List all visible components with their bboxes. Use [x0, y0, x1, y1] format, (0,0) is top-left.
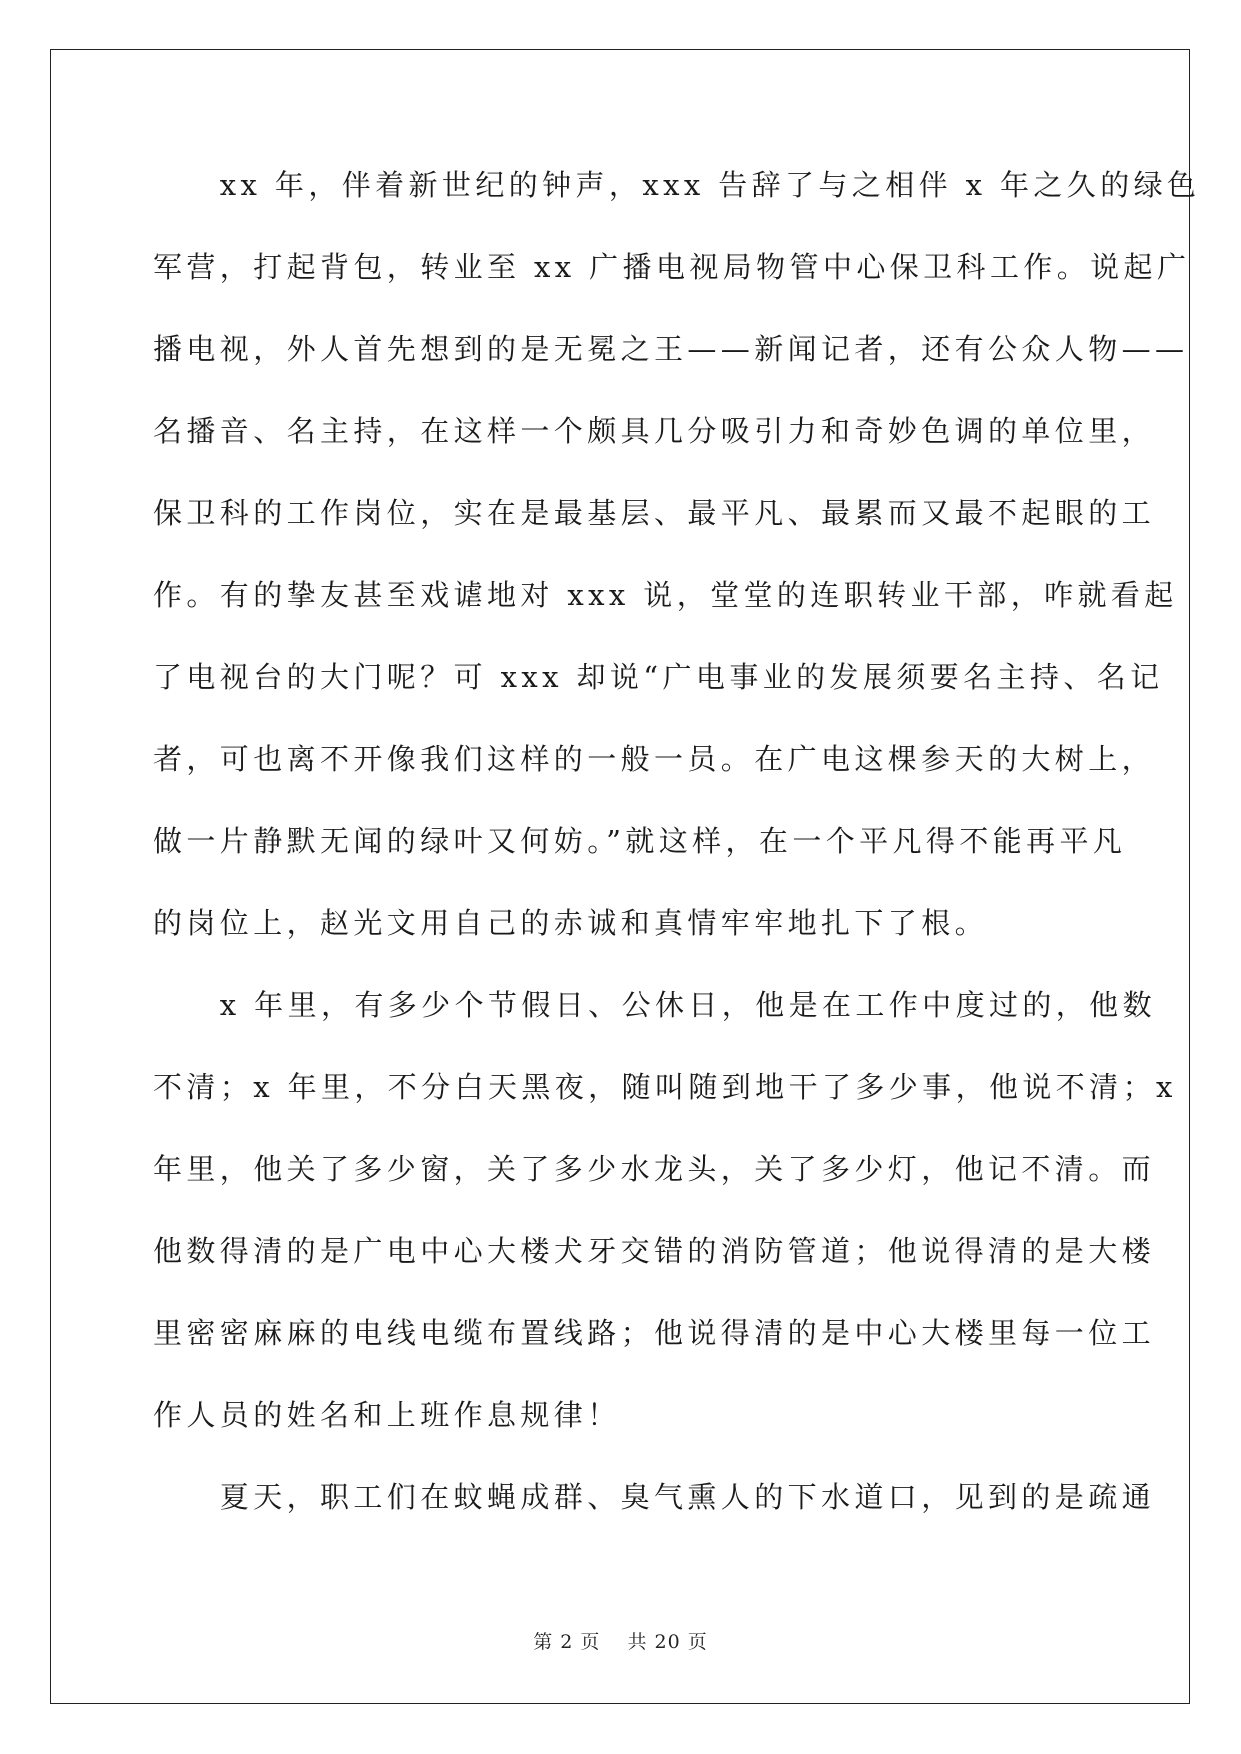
- text-line: 年里，他关了多少窗，关了多少水龙头，关了多少灯，他记不清。而: [153, 1152, 1156, 1186]
- text-line: 的岗位上，赵光文用自己的赤诚和真情牢牢地扎下了根。: [153, 906, 989, 940]
- document-body: [153, 165, 1201, 1559]
- page-number-footer: 第 2 页 共 20 页: [533, 1631, 708, 1653]
- paragraph-2: [153, 985, 1177, 1436]
- text-line: 了电视台的大门呢？可 xxx 却说“广电事业的发展须要名主持、名记: [153, 660, 1164, 694]
- text-line: 播电视，外人首先想到的是无冕之王——新闻记者，还有公众人物——: [153, 332, 1189, 366]
- text-line: 作。有的挚友甚至戏谑地对 xxx 说，堂堂的连职转业干部，咋就看起: [153, 578, 1178, 612]
- text-line: 保卫科的工作岗位，实在是最基层、最平凡、最累而又最不起眼的工: [153, 496, 1156, 530]
- text-line: xx 年，伴着新世纪的钟声，xxx 告辞了与之相伴 x 年之久的绿色: [153, 168, 1201, 202]
- text-line: 不清；x 年里，不分白天黑夜，随叫随到地干了多少事，他说不清；x: [153, 1070, 1177, 1104]
- paragraph-1: [153, 165, 1201, 944]
- paragraph-3: [153, 1477, 1156, 1518]
- text-line: 他数得清的是广电中心大楼犬牙交错的消防管道；他说得清的是大楼: [153, 1234, 1156, 1268]
- text-line: 军营，打起背包，转业至 xx 广播电视局物管中心保卫科工作。说起广: [153, 250, 1191, 284]
- text-line: 名播音、名主持，在这样一个颇具几分吸引力和奇妙色调的单位里，: [153, 414, 1156, 448]
- text-line: 者，可也离不开像我们这样的一般一员。在广电这棵参天的大树上，: [153, 742, 1156, 776]
- text-line: 夏天，职工们在蚊蝇成群、臭气熏人的下水道口，见到的是疏通: [153, 1480, 1156, 1514]
- text-line: 作人员的姓名和上班作息规律！: [153, 1398, 621, 1432]
- text-line: x 年里，有多少个节假日、公休日，他是在工作中度过的，他数: [153, 988, 1156, 1022]
- text-line: 里密密麻麻的电线电缆布置线路；他说得清的是中心大楼里每一位工: [153, 1316, 1156, 1350]
- text-line: 做一片静默无闻的绿叶又何妨。”就这样，在一个平凡得不能再平凡: [153, 824, 1127, 858]
